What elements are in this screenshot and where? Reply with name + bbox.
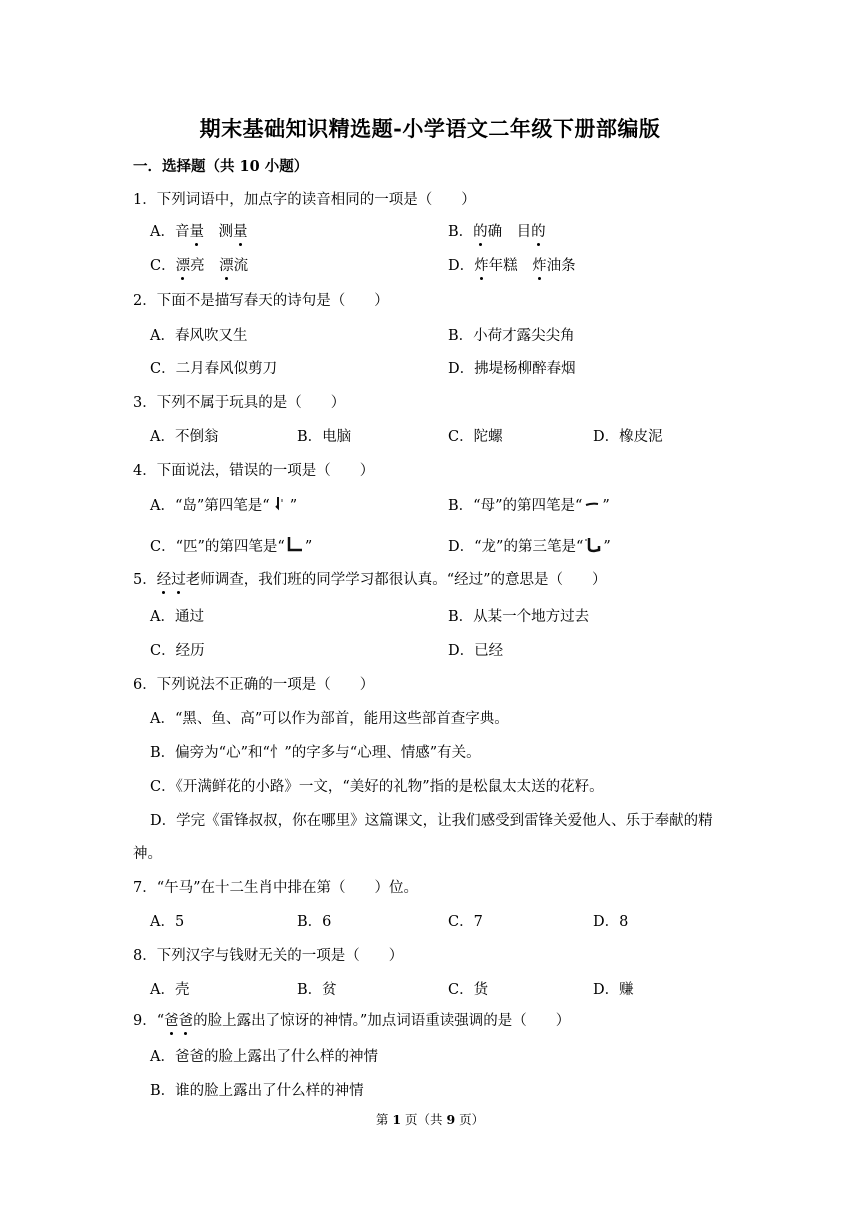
q6-option-d-continuation: 神。 — [133, 846, 162, 862]
q3-option-b: B．电脑 — [297, 429, 352, 445]
q1-option-c: C．漂亮 漂流 — [150, 258, 249, 274]
question-7-stem: 7．“午马”在十二生肖中排在第（ ）位。 — [133, 880, 419, 896]
q7-option-b: B．6 — [297, 914, 332, 930]
question-9-stem: 9．“爸爸的脸上露出了惊讶的神情。”加点词语重读强调的是（ ） — [133, 1013, 571, 1029]
stroke-vertical-hook-icon — [270, 495, 290, 513]
q4-option-b: B．“母”的第四笔是“ ” — [448, 495, 610, 516]
q8-option-b: B．贫 — [297, 982, 337, 998]
document-title: 期末基础知识精选题-小学语文二年级下册部编版 — [199, 116, 661, 141]
current-page-number: 1 — [392, 1112, 402, 1127]
q3-option-d: D．橡皮泥 — [593, 429, 663, 445]
q2-option-a: A．春风吹又生 — [150, 328, 248, 344]
q5-option-d: D．已经 — [448, 643, 504, 659]
question-3-stem: 3．下列不属于玩具的是（ ） — [133, 395, 346, 411]
q1-option-a: A．音量 测量 — [150, 224, 248, 240]
q6-option-b: B．偏旁为“心”和“忄”的字多与“心理、情感”有关。 — [150, 745, 481, 761]
question-4-stem: 4．下面说法，错误的一项是（ ） — [133, 463, 375, 479]
q3-option-c: C．陀螺 — [448, 429, 503, 445]
q2-option-d: D．拂堤杨柳醉春烟 — [448, 361, 576, 377]
q5-option-a: A．通过 — [150, 609, 204, 625]
q6-option-a: A．“黑、鱼、高”可以作为部首，能用这些部首查字典。 — [150, 711, 509, 727]
question-1-stem: 1．下列词语中，加点字的读音相同的一项是（ ） — [133, 192, 476, 208]
q8-option-a: A．壳 — [150, 982, 190, 998]
q8-option-c: C．货 — [448, 982, 489, 998]
q7-option-c: C．7 — [448, 914, 483, 930]
section-heading: 一．选择题（共 10 小题） — [133, 158, 309, 175]
question-2-stem: 2．下面不是描写春天的诗句是（ ） — [133, 293, 389, 309]
q1-option-d: D．炸年糕 炸油条 — [448, 258, 576, 274]
stroke-bent-hook-icon — [583, 536, 603, 554]
q3-option-a: A．不倒翁 — [150, 429, 219, 445]
question-6-stem: 6．下列说法不正确的一项是（ ） — [133, 677, 375, 693]
stroke-horizontal-icon — [582, 495, 602, 513]
page-footer: 第 1 页（共 9 页） — [375, 1112, 485, 1127]
q9-option-a: A．爸爸的脸上露出了什么样的神情 — [150, 1049, 378, 1065]
total-page-count: 9 — [446, 1112, 456, 1127]
q4-option-a: A．“岛”第四笔是“ ” — [150, 495, 297, 516]
q7-option-a: A．5 — [150, 914, 185, 930]
q2-option-b: B．小荷才露尖尖角 — [448, 328, 575, 344]
q5-option-c: C．经历 — [150, 643, 205, 659]
q4-option-c: C．“匹”的第四笔是“ ” — [150, 536, 312, 557]
q7-option-d: D．8 — [593, 914, 629, 930]
question-8-stem: 8．下列汉字与钱财无关的一项是（ ） — [133, 948, 404, 964]
q1-option-b: B．的确 目的 — [448, 224, 546, 240]
q4-option-d: D．“龙”的第三笔是“ ” — [448, 536, 611, 557]
q6-option-c: C．《开满鲜花的小路》一文，“美好的礼物”指的是松鼠太太送的花籽。 — [150, 779, 604, 795]
q5-option-b: B．从某一个地方过去 — [448, 609, 590, 625]
question-5-stem: 5．经过老师调查，我们班的同学学习都很认真。“经过”的意思是（ ） — [133, 572, 607, 588]
q9-option-b: B．谁的脸上露出了什么样的神情 — [150, 1083, 364, 1099]
q2-option-c: C．二月春风似剪刀 — [150, 361, 278, 377]
q6-option-d: D．学完《雷锋叔叔，你在哪里》这篇课文，让我们感受到雷锋关爱他人、乐于奉献的精 — [150, 813, 713, 829]
q8-option-d: D．赚 — [593, 982, 634, 998]
stroke-vertical-turn-icon — [285, 536, 305, 554]
